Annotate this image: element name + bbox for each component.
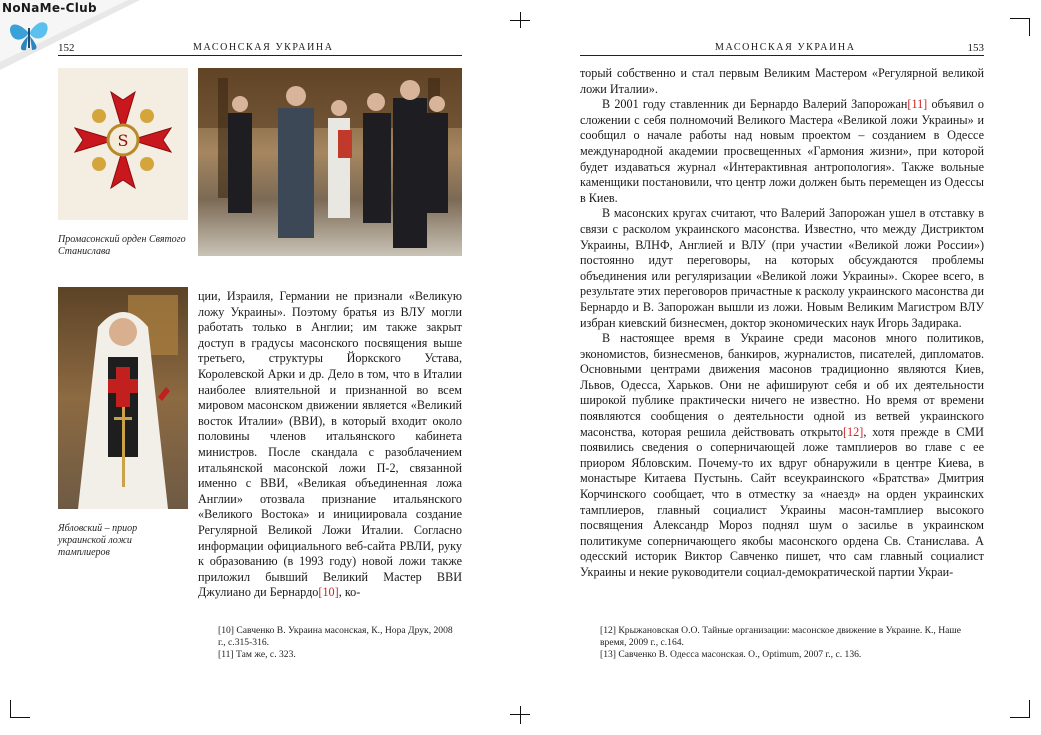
left-footnotes (218, 625, 462, 660)
left-page-number: 152 (58, 42, 75, 54)
svg-text:S: S (117, 131, 129, 150)
order-photo (58, 68, 188, 220)
ceremony-people-icon (198, 68, 462, 256)
order-star-icon (58, 68, 188, 220)
left-running-head (58, 41, 462, 56)
paragraph-2-start: В 2001 году ставленник ди Бернардо Валерий Запорожан (602, 97, 908, 112)
footnote-ref-11[interactable]: [11] (907, 97, 928, 112)
right-page (520, 0, 1041, 735)
right-body-text (580, 66, 984, 581)
left-page (0, 0, 520, 735)
footnote-11: [11] Там же, с. 323. (218, 648, 296, 660)
left-running-title: МАСОНСКАЯ УКРАИНА (193, 42, 334, 53)
paragraph-2-end: объявил о сложении с себя полномочий Великого Мастера «Великой ложи Украины» и сообщил о начале работы над новым проектом – созданием в Одессе международной академии просвещенных «Гармония жизни», при которой будет издаваться журнал «Интерактивная антропология». Также вольные каменщики постановили, что центр ложи должен быть перемещен из Одессы в Киев. (580, 97, 985, 205)
left-body-main: ции, Израиля, Германии не признали «Великую ложу Украины». Поэтому братья из ВЛУ могли работать только в Англии; им также закрыт доступ в градусы масонского посвящения выше третьего, структуры Йоркского Устава, Королевской Арки и др. Дело в том, что в Италии наиболее влиятельной и признанной во всем мировом масонском движении является «Великий восток Италии» (ВВИ), в который входит около половины членов итальянского кабинета министров. После скандала с разоблачением итальянской масонской ложи П-2, связанной именно с ВВИ, «Великая объединенная ложа Англии» отозвала признание итальянского «Великого Востока» и инициировала создание Регулярной Великой Ложи Италии. Согласно информации официального веб-сайта РВЛИ, руку к образованию (в 1993 году) новой ложи также приложил бывший Великий Мастер ВВИ Джулиано ди Бернардо (198, 289, 462, 600)
paragraph-4 (580, 331, 984, 581)
prior-photo (58, 287, 188, 509)
footnote-12: [12] Крыжановская О.О. Тайные организации: масонское движение в Украине. К., Наше время, 2009 г., с.164. (600, 625, 962, 648)
left-body-tail: , ко- (338, 585, 361, 600)
footnote-10: [10] Савченко В. Украина масонская, К., Нора Друк, 2008 г., с.315-316. (218, 625, 453, 648)
footnote-ref-10[interactable]: [10] (318, 585, 339, 600)
paragraph-3: В масонских кругах считают, что Валерий Запорожан ушел в отставку в связи с расколом украинского масонства. Известно, что между Дистриктом Украины, ВЛНФ, Англией и ВЛУ (при участии «Великой ложи России») постоянно идут переговоры, на которых обсуждаются проблемы объединения или регуляризации «Великой ложи Украины». Скорее всего, в результате этих переговоров причастные к расколу украинского масонства ди Бернардо и В. Запорожан вышли из ложи. Новым Великим Магистром ВЛУ избран киевский бизнесмен, доктор экономических наук Игорь Задирака. (580, 206, 984, 330)
left-body-text (198, 289, 462, 601)
right-running-title: МАСОНСКАЯ УКРАИНА (715, 42, 856, 53)
ceremony-photo (198, 68, 462, 256)
paragraph-4-end: , хотя прежде в СМИ появились сведения о соперничающей ложе тамплиеров во главе с ее приором Ябловским. Почему-то их вдруг обнаружили в центре Киева, в монастыре Китаева Пустынь. Сайт всеукраинского «Братства» Дмитрия Корчинского сообщает, что в отместку за «наезд» на орден украинских тамплиеров, главный социалист Украины масон-тамплиер высокого посвящения Александр Мороз поднял шум о засилье в украинском политикуме соперничающего якобы масонского ордена Св. Станислава. А одесский историк Виктор Савченко пишет, что сам главный социалист Украины и некие руководители социал-демократической партии Украи- (580, 424, 984, 579)
prior-caption: Ябловский – приор украинской ложи тамплиеров (58, 523, 138, 558)
footnote-ref-12[interactable]: [12] (843, 424, 864, 439)
paragraph-4-start: В настоящее время в Украине среди масонов много политиков, экономистов, бизнесменов, банкиров, журналистов, писателей, дипломатов. Основными центрами движения масонов традиционно являются Киев, Львов, Одесса, Харьков. Они не афишируют себя и об их деятельности широкой публике практически ничего не известно. Но время от времени появляются сообщения о деятельности одной из ветвей украинского масонства, которая решила действовать открыто (580, 331, 984, 439)
footnote-13: [13] Савченко В. Одесса масонская. О., Optimum, 2007 г., с. 136. (600, 648, 862, 660)
templar-figure-icon (58, 287, 188, 509)
right-page-number: 153 (967, 42, 984, 54)
paragraph-2 (580, 97, 984, 206)
right-footnotes (600, 625, 984, 660)
right-running-head (580, 41, 984, 56)
paragraph-1: торый собственно и стал первым Великим Мастером «Регулярной великой ложи Италии». (580, 66, 984, 96)
watermark-text: NoNaMe-Club (2, 1, 97, 15)
order-caption: Промасонский орден Святого Станислава (58, 234, 186, 257)
